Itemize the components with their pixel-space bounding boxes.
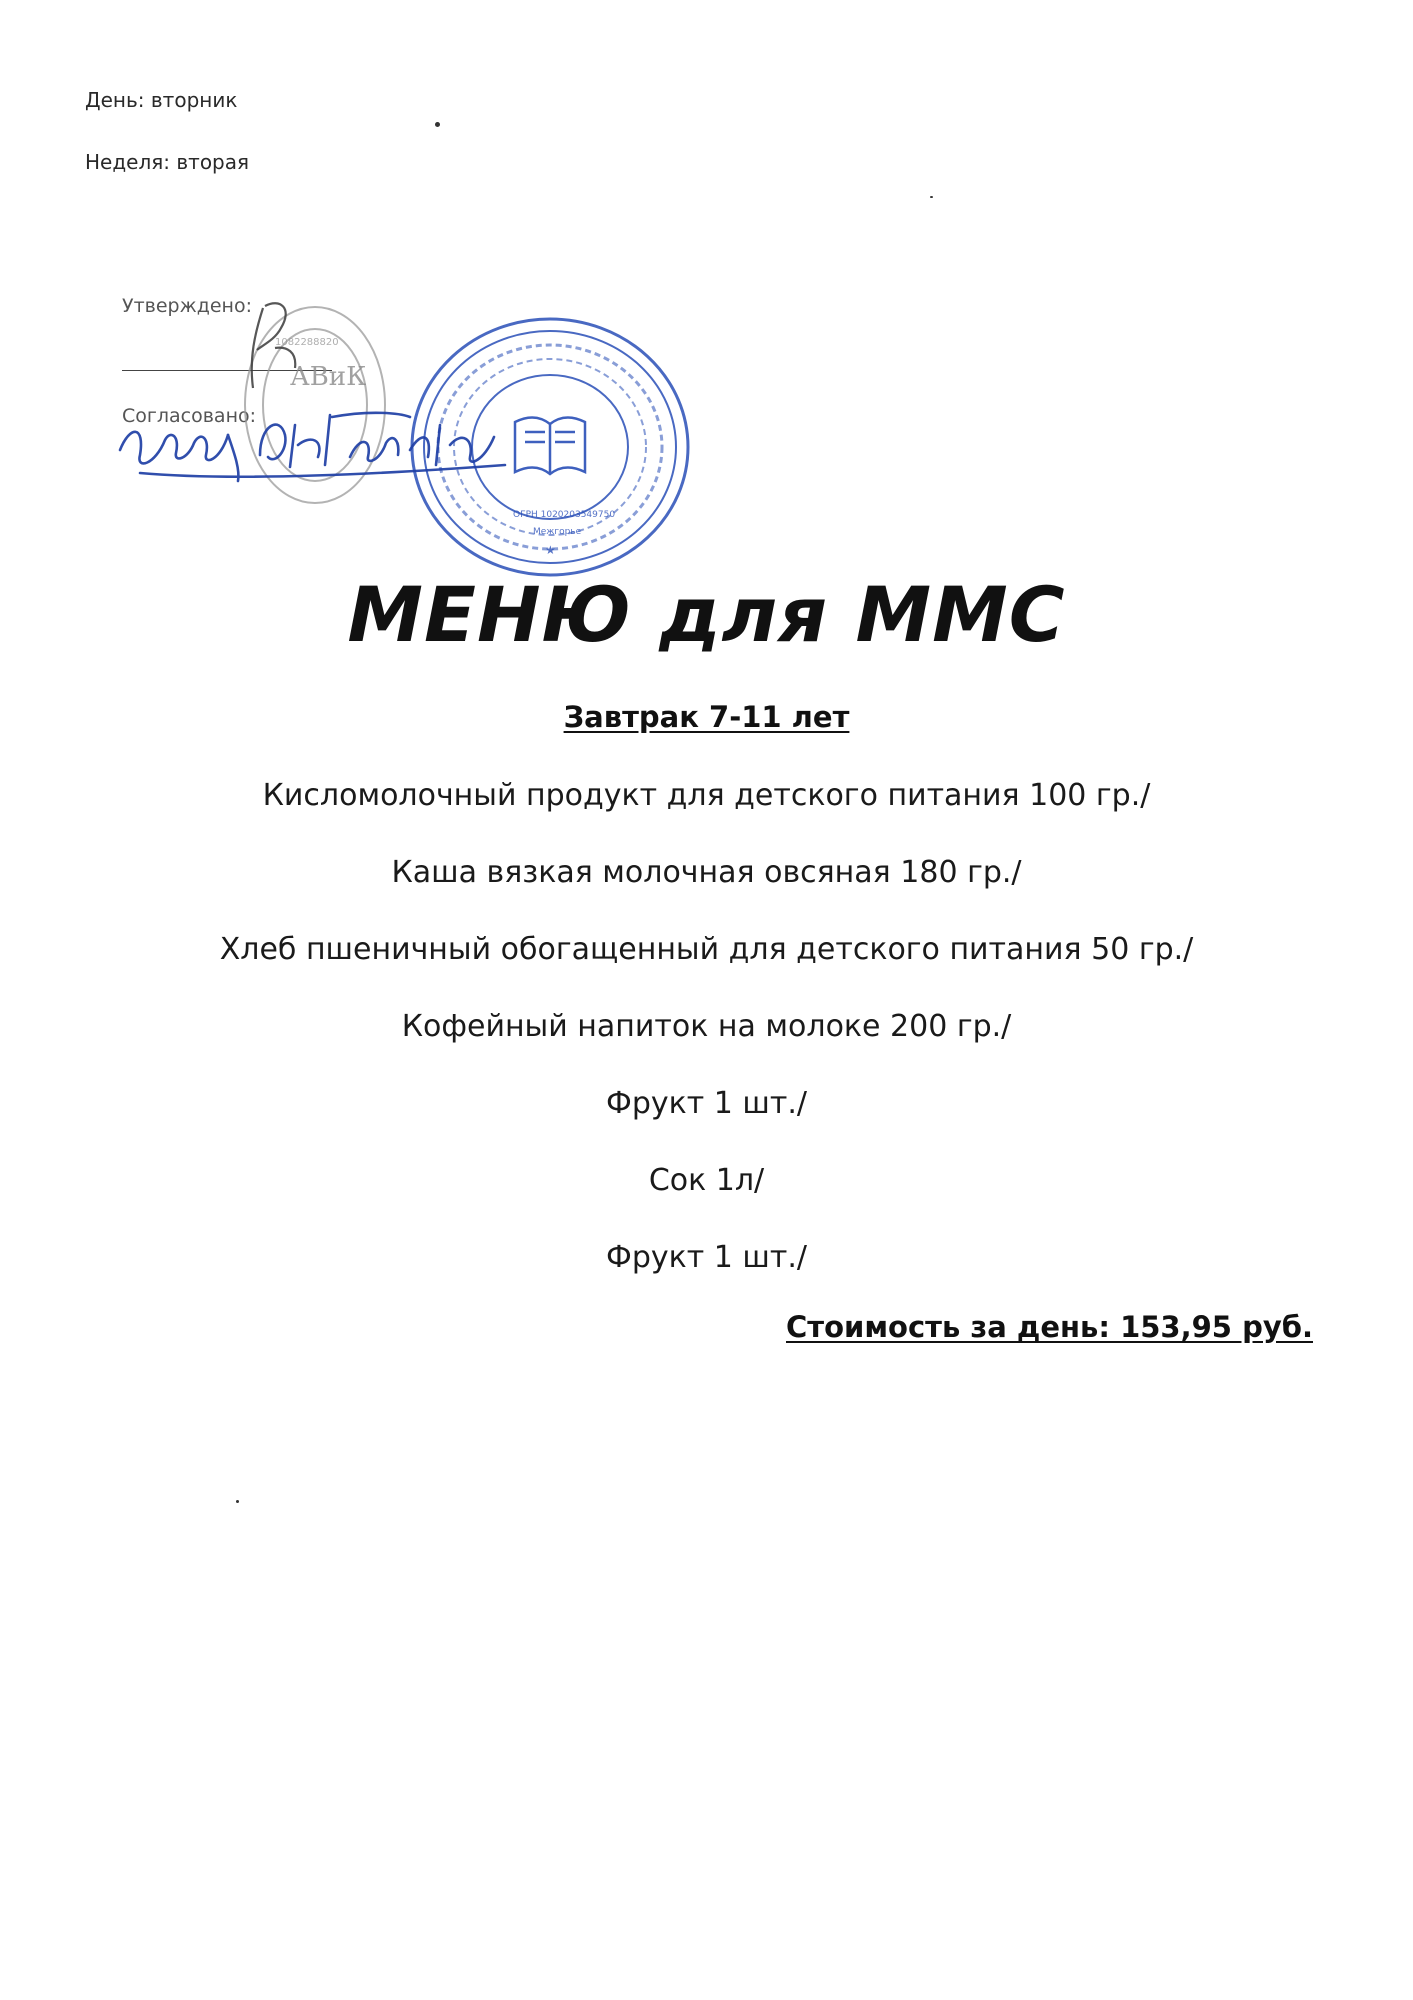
scan-speck: [236, 1500, 239, 1503]
agreed-signature-image: [110, 395, 520, 485]
menu-item: Каша вязкая молочная овсяная 180 гр./: [391, 855, 1022, 890]
menu-item: Кофейный напиток на молоке 200 гр./: [401, 1009, 1012, 1044]
menu-item: Сок 1л/: [648, 1163, 765, 1198]
svg-text:Межгорье: Межгорье: [533, 527, 582, 537]
menu-items-list: [0, 770, 1413, 1309]
scan-speck: [930, 196, 933, 198]
approved-label: Утверждено:: [122, 295, 252, 317]
svg-text:1082288820: 1082288820: [275, 337, 339, 348]
section-title: Завтрак 7-11 лет: [563, 700, 850, 734]
agreed-label: Согласовано:: [122, 405, 257, 427]
daily-cost: Стоимость за день: 153,95 руб.: [786, 1310, 1313, 1344]
scan-speck: [435, 122, 440, 127]
svg-text:★: ★: [545, 543, 556, 557]
day-label: День: вторник: [85, 88, 238, 112]
svg-text:ОГРН 1020203549750: ОГРН 1020203549750: [513, 510, 616, 520]
menu-item: Фрукт 1 шт./: [606, 1086, 807, 1121]
svg-text:АВиК: АВиК: [290, 362, 367, 392]
menu-title: МЕНЮ для ММС: [347, 570, 1066, 659]
menu-item: Фрукт 1 шт./: [606, 1240, 807, 1275]
menu-item: Кисломолочный продукт для детского питания 100 гр./: [262, 778, 1151, 813]
week-label: Неделя: вторая: [85, 150, 250, 174]
menu-item: Хлеб пшеничный обогащенный для детского питания 50 гр./: [219, 932, 1194, 967]
approval-signature-image: [235, 288, 310, 398]
